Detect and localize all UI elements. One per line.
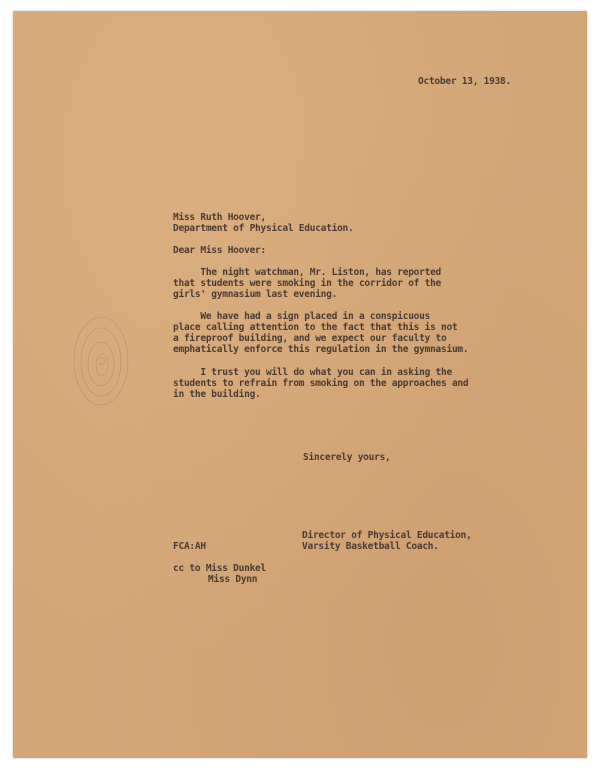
body-paragraph-3	[173, 367, 468, 400]
paragraph-line: students to refrain from smoking on the approaches and	[173, 378, 469, 389]
closing: Sincerely yours,	[303, 452, 391, 463]
signature-title-line-2: Varsity Basketball Coach.	[302, 541, 439, 552]
salutation: Dear Miss Hoover:	[173, 245, 266, 256]
paragraph-line: that students were smoking in the corridor of the	[173, 278, 442, 289]
cc-line-2: Miss Dynn	[208, 574, 258, 585]
paragraph-line: a fireproof building, and we expect our faculty to	[173, 333, 447, 344]
paragraph-line: emphatically enforce this regulation in the gymnasium.	[173, 344, 469, 355]
paragraph-line: girls' gymnasium last evening.	[173, 289, 338, 300]
recipient-name: Miss Ruth Hoover,	[173, 212, 266, 223]
paragraph-line: We have had a sign placed in a conspicuous	[173, 311, 431, 322]
typist-initials: FCA:AH	[173, 541, 206, 552]
cc-line-1: cc to Miss Dunkel	[173, 563, 266, 574]
letter-page	[13, 11, 587, 758]
signature-title-line-1: Director of Physical Education,	[302, 530, 472, 541]
recipient-department: Department of Physical Education.	[173, 223, 354, 234]
pencil-scribble-mark	[71, 309, 133, 409]
paragraph-line: The night watchman, Mr. Liston, has reported	[173, 267, 442, 278]
body-paragraph-1	[173, 267, 441, 300]
paragraph-line: I trust you will do what you can in asking the	[173, 367, 452, 378]
paragraph-line: in the building.	[173, 389, 261, 400]
paragraph-line: place calling attention to the fact that this is not	[173, 322, 458, 333]
body-paragraph-2	[173, 311, 468, 355]
letter-date: October 13, 1938.	[418, 76, 511, 87]
